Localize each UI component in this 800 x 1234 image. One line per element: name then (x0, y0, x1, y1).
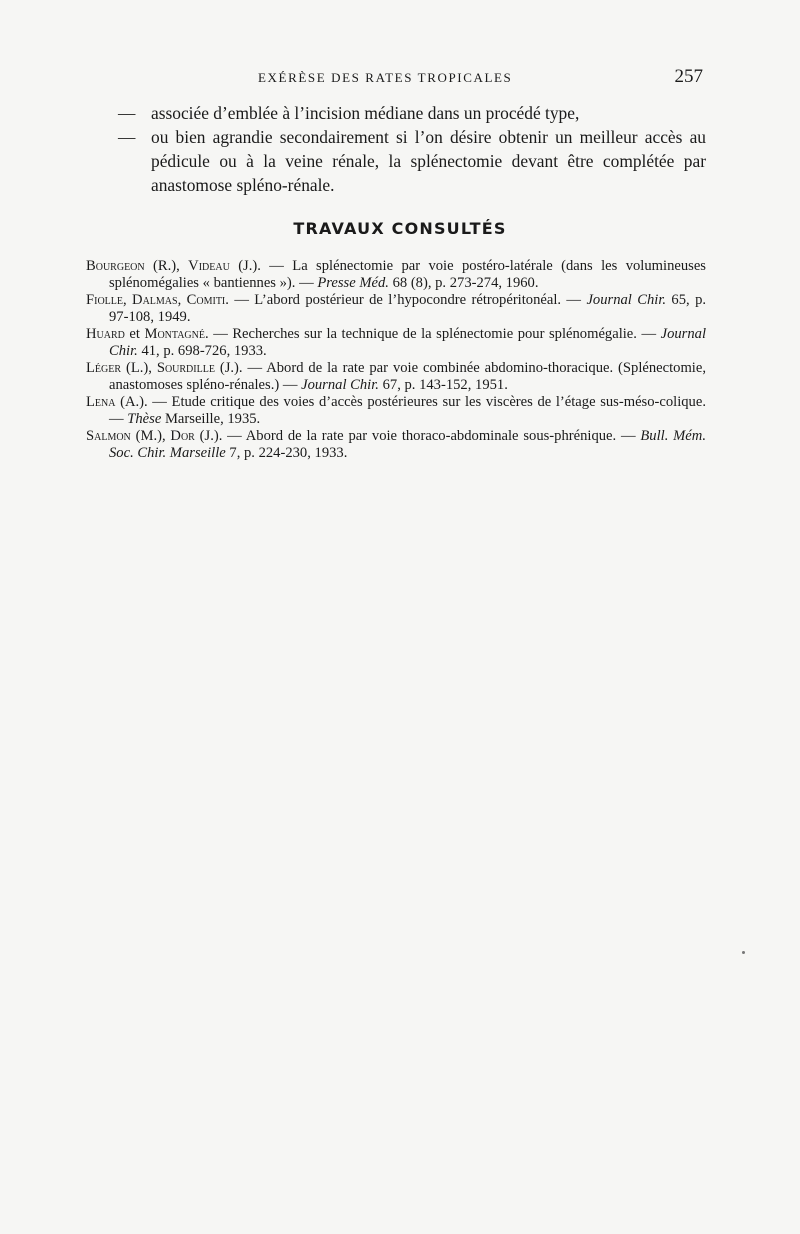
journal-name: Journal Chir. (301, 377, 379, 393)
reference-item (86, 360, 706, 394)
author-name: Léger (86, 360, 122, 376)
author-name: Dalmas (132, 292, 178, 308)
print-speck (742, 951, 745, 954)
author-name: Videau (188, 258, 230, 274)
author-suffix: , (177, 292, 187, 308)
author-name: Sourdille (156, 360, 215, 376)
reference-body: — Abord de la rate par voie combinée abdomino-thoracique. (Splénectomie, anastomoses spléno-rénales.) — (109, 360, 706, 393)
author-name: Bourgeon (86, 258, 145, 274)
reference-tail: 65, p. 97-108, 1949. (109, 292, 707, 325)
reference-body: — Recherches sur la technique de la splénectomie pour splénomégalie. — (208, 326, 661, 342)
author-name: Montagné (144, 326, 205, 342)
reference-item (86, 428, 706, 462)
author-name: Salmon (86, 428, 131, 444)
journal-name: Thèse (127, 411, 162, 427)
reference-list (86, 258, 706, 462)
reference-tail: 68 (8), p. 273-274, 1960. (388, 275, 539, 291)
running-header (120, 66, 705, 90)
author-name: Lena (86, 394, 116, 410)
journal-name: Journal Chir. (586, 292, 667, 308)
author-suffix: (R.), (144, 258, 189, 274)
author-suffix: (L.), (121, 360, 157, 376)
author-suffix: et (124, 326, 145, 342)
section-title: TRAVAUX CONSULTÉS (293, 219, 507, 238)
author-suffix: , (123, 292, 133, 308)
author-suffix: . (225, 292, 229, 308)
reference-item (86, 292, 706, 326)
reference-tail: 67, p. 143-152, 1951. (378, 377, 508, 393)
dash-item (118, 125, 706, 197)
author-suffix: (J.). (229, 258, 261, 274)
author-suffix: (J.). (194, 428, 223, 444)
author-suffix: (M.), (130, 428, 171, 444)
reference-body: — La splénectomie par voie postéro-latérale (dans les volumineuses splénomégalies « bantiennes »). — (109, 258, 706, 291)
reference-tail: 41, p. 698-726, 1933. (137, 343, 267, 359)
author-name: Comiti (186, 292, 226, 308)
author-suffix: (A.). (115, 394, 148, 410)
reference-tail: 7, p. 224-230, 1933. (225, 445, 348, 461)
author-suffix: . (205, 326, 209, 342)
running-title: EXÉRÈSE DES RATES TROPICALES (258, 70, 513, 85)
author-name: Dor (170, 428, 195, 444)
page-number: 257 (674, 66, 703, 87)
reference-item (86, 326, 706, 360)
author-suffix: (J.). (214, 360, 243, 376)
reference-body: — Etude critique des voies d’accès postérieures sur les viscères de l’étage sus-méso-colique. — (109, 394, 706, 427)
journal-name: Presse Méd. (317, 275, 389, 291)
journal-name: Bull. Mém. Soc. Chir. Marseille (109, 428, 706, 461)
dash-item (118, 101, 706, 125)
reference-body: — L’abord postérieur de l’hypocondre rétropéritonéal. — (228, 292, 587, 308)
dash-item-text: associée d’emblée à l’incision médiane dans un procédé type, (151, 103, 580, 123)
journal-name: Journal Chir. (109, 326, 706, 359)
author-name: Huard (86, 326, 125, 342)
intro-dash-list (118, 101, 706, 197)
reference-item (86, 394, 706, 428)
reference-tail: Marseille, 1935. (161, 411, 261, 427)
dash-marker: — (118, 127, 136, 147)
reference-item (86, 258, 706, 292)
author-name: Fiolle (86, 292, 123, 308)
dash-marker: — (118, 103, 136, 123)
dash-item-text: ou bien agrandie secondairement si l’on désire obtenir un meilleur accès au pédicule ou à la veine rénale, la splénectomie devant être complétée par anastomose spléno-rénale. (151, 127, 706, 195)
reference-body: — Abord de la rate par voie thoraco-abdominale sous-phrénique. — (222, 428, 641, 444)
